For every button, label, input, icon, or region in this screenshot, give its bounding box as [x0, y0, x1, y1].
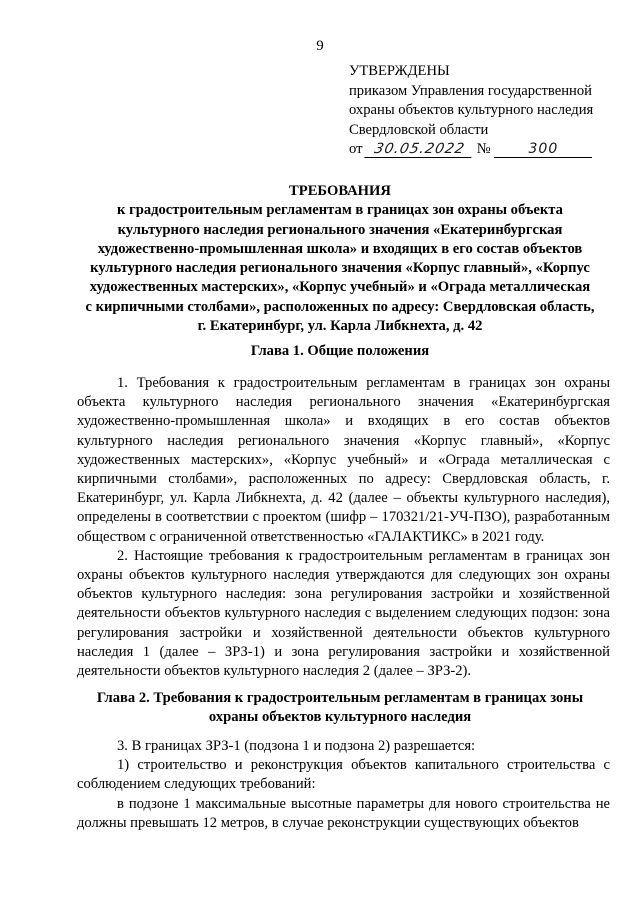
- chapter-2-heading: [70, 689, 610, 728]
- approval-from-label: от: [349, 141, 363, 157]
- title-line: с кирпичными столбами», расположенных по адресу: Свердловская область,: [85, 298, 595, 315]
- paragraph-2: 2. Настоящие требования к градостроительным регламентам в границах зон охраны объектов культурного наследия утверждаются для следующих зон охраны объектов культурного наследия: зона регулирования застройки и хозяйственной деятельности объектов культурного наследия с выделением следующих подзон: зона регулирования застройки и хозяйственной деятельности объектов культурного наследия 1 (далее – ЗРЗ-1) и зона регулирования застройки и хозяйственной деятельности объектов культурного наследия 2 (далее – ЗРЗ-2).: [77, 547, 610, 680]
- paragraph-3-item-1: 1) строительство и реконструкция объектов капитального строительства с соблюдением следующих требований:: [77, 757, 610, 793]
- chapter-1-body: [77, 374, 610, 681]
- title-line: художественных мастерских», «Корпус учебный» и «Ограда металлическая: [89, 279, 591, 296]
- approval-stamp: [349, 62, 624, 160]
- title-line: художественно-промышленная школа» и входящих в его состав объектов: [97, 240, 583, 257]
- paragraph-1: 1. Требования к градостроительным регламентам в границах зон охраны объекта культурного наследия регионального значения «Екатеринбургская художественно-промышленная школа» и входящих в его состав объектов культурного наследия регионального значения «Корпус главный», «Корпус художественных мастерских», «Корпус учебный» и «Ограда металлическая с кирпичными столбами», расположенных по адресу: Свердловская область, г. Екатеринбург, ул. Карла Либкнехта, д. 42 (далее – объекты культурного наследия), определены в соответствии с проектом (шифр – 170321/21-УЧ-ПЗО), разработанным обществом с ограниченной ответственностью «ГАЛАКТИКС» в 2021 году.: [77, 375, 610, 545]
- title-line: культурного наследия регионального значения «Корпус главный», «Корпус: [90, 260, 590, 277]
- title-main: ТРЕБОВАНИЯ: [289, 183, 391, 199]
- title-line: г. Екатеринбург, ул. Карла Либкнехта, д. 42: [197, 318, 483, 335]
- paragraph-3-subzone-1: в подзоне 1 максимальные высотные параметры для нового строительства не должны превышать 12 метров, в случае реконструкции существующих объектов: [77, 795, 610, 831]
- approval-line-2: охраны объектов культурного наследия: [349, 102, 594, 118]
- approval-heading: УТВЕРЖДЕНЫ: [349, 63, 450, 79]
- title-line: к градостроительным регламентам в границах зон охраны объекта: [117, 202, 563, 219]
- chapter-2-heading-line-2: охраны объектов культурного наследия: [208, 709, 472, 726]
- paragraph-3: 3. В границах ЗРЗ-1 (подзона 1 и подзона 2) разрешается:: [117, 738, 476, 754]
- chapter-1-heading: Глава 1. Общие положения: [250, 343, 430, 359]
- approval-line-3: Свердловской области: [349, 121, 489, 138]
- approval-date-line: [349, 140, 624, 160]
- handwritten-date: 30.05.2022: [364, 142, 474, 158]
- title-line: культурного наследия регионального значения «Екатеринбургская: [117, 221, 563, 238]
- page-number: 9: [316, 38, 324, 54]
- chapter-2-body: [77, 737, 610, 833]
- approval-line-1: приказом Управления государственной: [349, 82, 592, 99]
- document-title: [70, 182, 610, 336]
- approval-number-label: №: [476, 141, 491, 157]
- handwritten-number: 300: [494, 142, 592, 158]
- chapter-2-heading-line-1: Глава 2. Требования к градостроительным регламентам в границах зоны: [96, 690, 584, 706]
